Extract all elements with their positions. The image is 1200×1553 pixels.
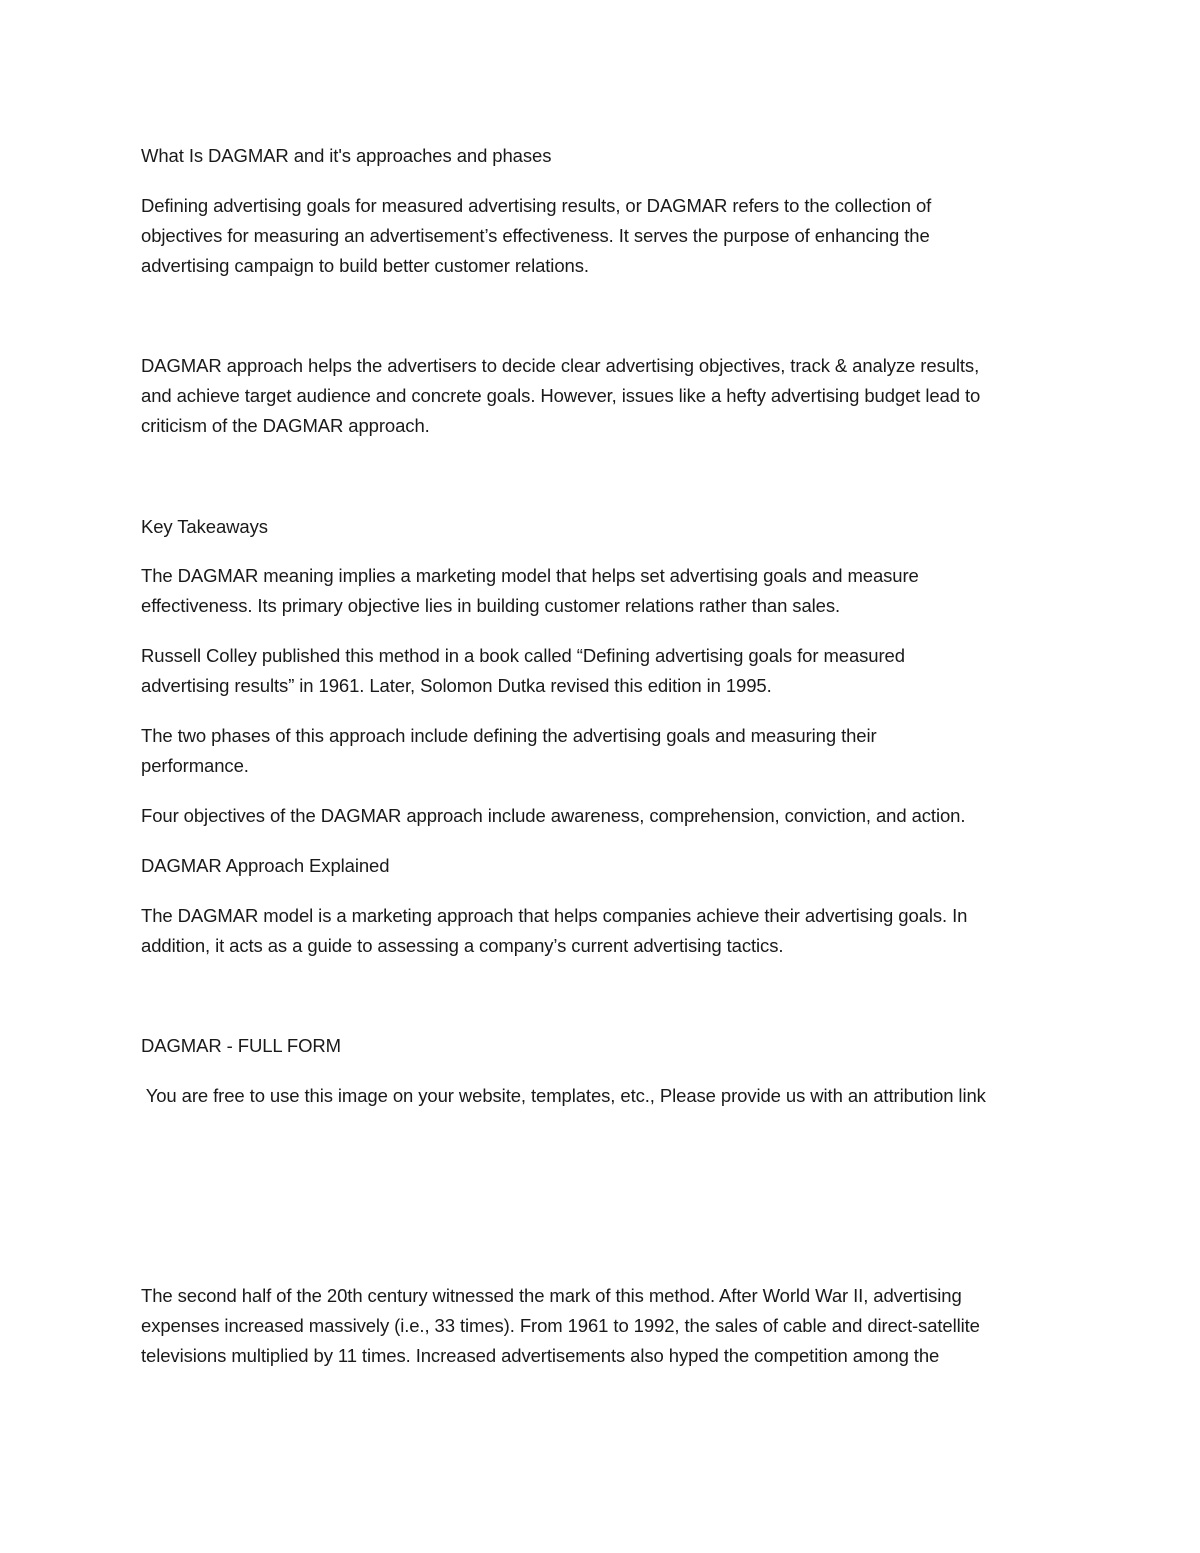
paragraph-line: The DAGMAR meaning implies a marketing model that helps set advertising goals and measure bbox=[141, 565, 919, 586]
document-title: What Is DAGMAR and it's approaches and phases bbox=[141, 145, 552, 166]
paragraph-line: Russell Colley published this method in a book called “Defining advertising goals for measured bbox=[141, 645, 905, 666]
paragraph-line: criticism of the DAGMAR approach. bbox=[141, 415, 430, 436]
paragraph-line: objectives for measuring an advertisement’s effectiveness. It serves the purpose of enhancing the bbox=[141, 225, 930, 246]
paragraph-line: televisions multiplied by 11 times. Increased advertisements also hyped the competition among the bbox=[141, 1345, 940, 1366]
key-takeaways-heading: Key Takeaways bbox=[141, 516, 268, 537]
full-form-heading: DAGMAR - FULL FORM bbox=[141, 1035, 341, 1056]
takeaway-4: Four objectives of the DAGMAR approach include awareness, comprehension, conviction, and action. bbox=[141, 805, 966, 826]
paragraph-line: The second half of the 20th century witnessed the mark of this method. After World War II, advertising bbox=[141, 1285, 962, 1306]
paragraph-line: The DAGMAR model is a marketing approach that helps companies achieve their advertising goals. In bbox=[141, 905, 968, 926]
paragraph-line: Defining advertising goals for measured advertising results, or DAGMAR refers to the collection of bbox=[141, 195, 932, 216]
paragraph-line: expenses increased massively (i.e., 33 times). From 1961 to 1992, the sales of cable and direct-satellite bbox=[141, 1315, 980, 1336]
paragraph-line: and achieve target audience and concrete goals. However, issues like a hefty advertising budget lead to bbox=[141, 385, 981, 406]
paragraph-line: performance. bbox=[141, 755, 249, 776]
attribution-note: You are free to use this image on your website, templates, etc., Please provide us with an attribution link bbox=[141, 1085, 986, 1106]
paragraph-line: advertising campaign to build better customer relations. bbox=[141, 255, 589, 276]
paragraph-line: The two phases of this approach include defining the advertising goals and measuring their bbox=[141, 725, 877, 746]
paragraph-line: advertising results” in 1961. Later, Solomon Dutka revised this edition in 1995. bbox=[141, 675, 772, 696]
paragraph-line: addition, it acts as a guide to assessing a company’s current advertising tactics. bbox=[141, 935, 784, 956]
paragraph-line: effectiveness. Its primary objective lies in building customer relations rather than sales. bbox=[141, 595, 841, 616]
explained-heading: DAGMAR Approach Explained bbox=[141, 855, 390, 876]
paragraph-line: DAGMAR approach helps the advertisers to decide clear advertising objectives, track & analyze results, bbox=[141, 355, 980, 376]
